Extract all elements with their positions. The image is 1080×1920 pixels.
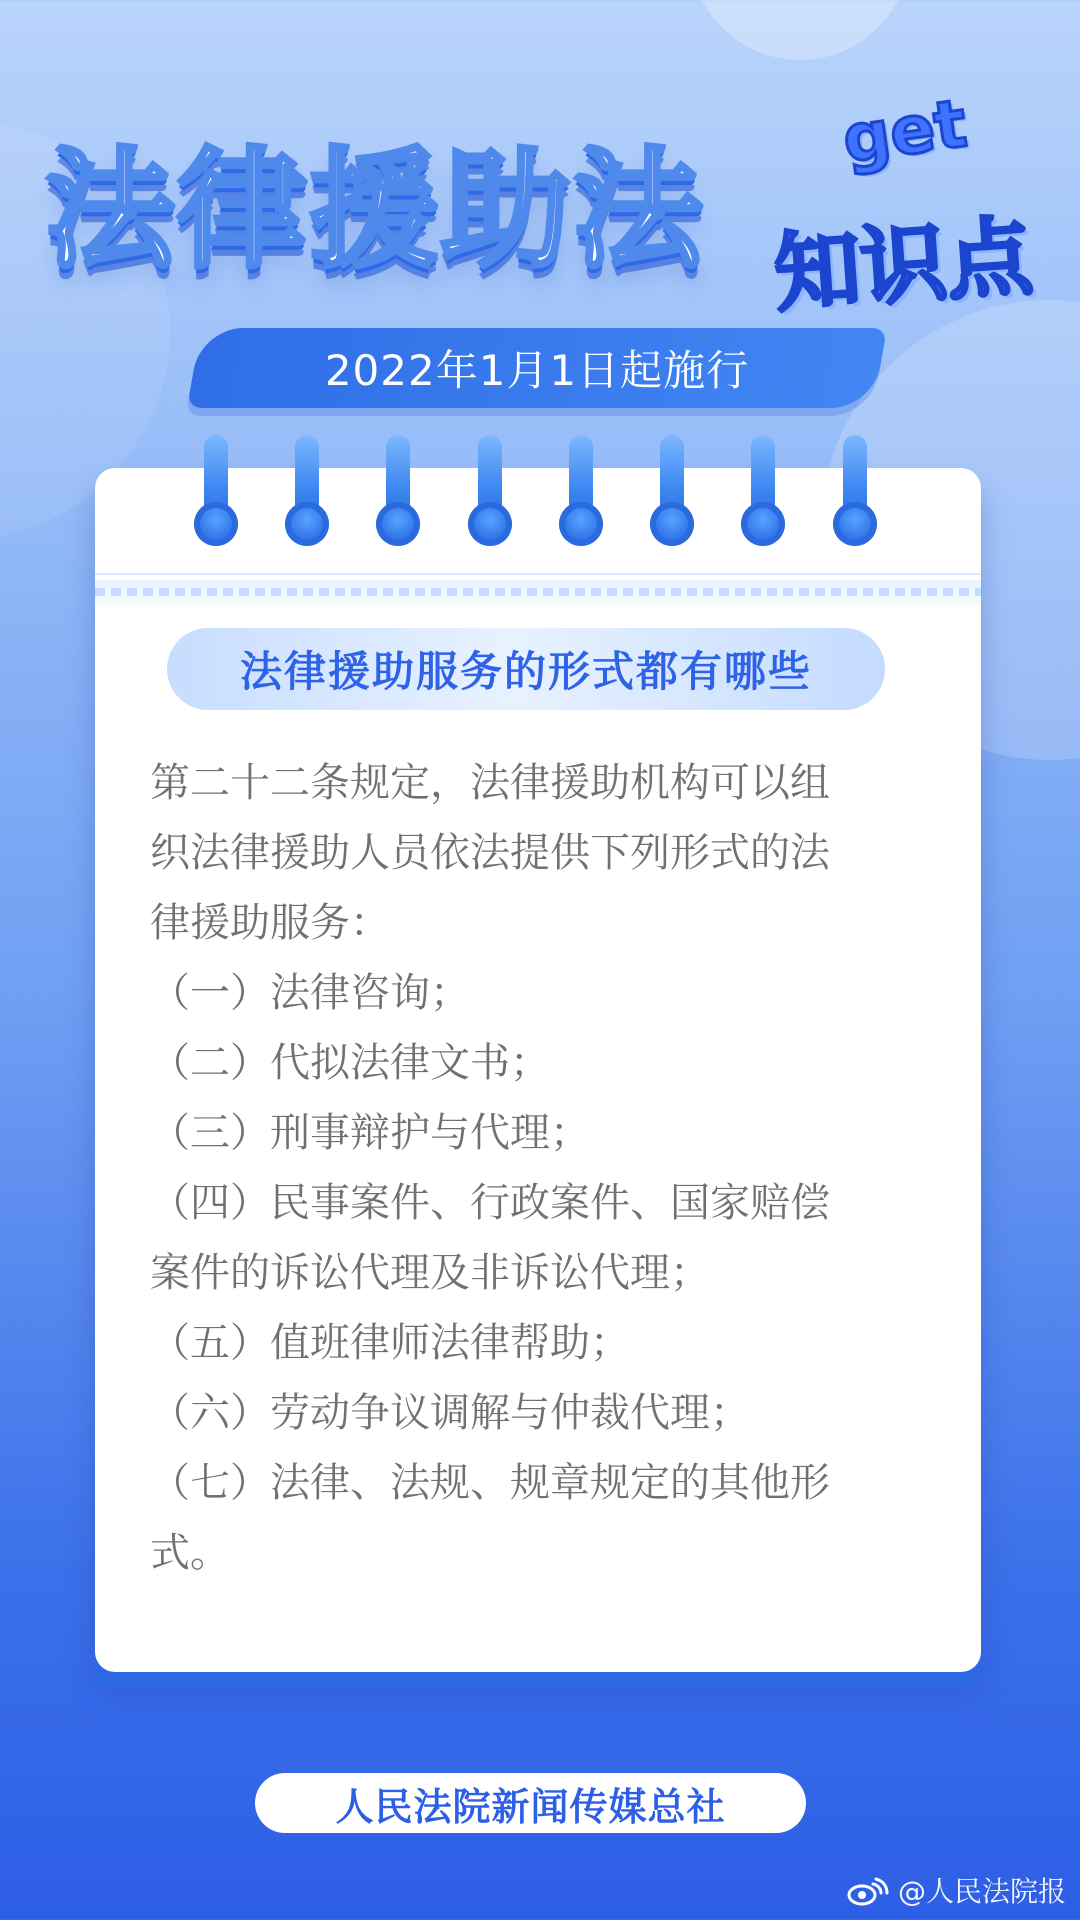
article-item-2: （二）代拟法律文书； xyxy=(150,1040,550,1086)
spiral-hole xyxy=(741,502,785,546)
effective-date: 2022年1月1日起施行 xyxy=(324,346,750,395)
background-orb-top xyxy=(690,0,910,60)
spiral-ring xyxy=(190,435,242,545)
article-item-3: （三）刑事辩护与代理； xyxy=(150,1110,590,1156)
main-title: 法律援助法 xyxy=(45,134,706,286)
spiral-hole xyxy=(833,502,877,546)
watermark xyxy=(844,1876,1066,1908)
article-intro: 第二十二条规定，法律援助机构可以组 织法律援助人员依法提供下列形式的法 律援助服务： xyxy=(150,760,830,946)
spiral-hole xyxy=(285,502,329,546)
article-item-5: （五）值班律师法律帮助； xyxy=(150,1320,630,1366)
spiral-ring xyxy=(829,435,881,545)
get-badge: get xyxy=(838,84,972,179)
publisher-label: 人民法院新闻传媒总社 xyxy=(255,1773,806,1833)
spiral-ring xyxy=(737,435,789,545)
watermark-text: @人民法院报 xyxy=(897,1875,1066,1908)
binding-strip xyxy=(95,580,981,606)
spiral-ring xyxy=(646,435,698,545)
spiral-hole xyxy=(194,502,238,546)
weibo-icon xyxy=(844,1876,890,1908)
spiral-ring xyxy=(555,435,607,545)
article-item-1: （一）法律咨询； xyxy=(150,970,470,1016)
article-item-6: （六）劳动争议调解与仲裁代理； xyxy=(150,1390,750,1436)
spiral-hole xyxy=(376,502,420,546)
spiral-ring xyxy=(281,435,333,545)
spiral-hole xyxy=(468,502,512,546)
spiral-hole xyxy=(650,502,694,546)
article-item-4: （四）民事案件、行政案件、国家赔偿 案件的诉讼代理及非诉讼代理； xyxy=(150,1180,830,1296)
binding-line xyxy=(95,573,981,575)
knowledge-badge: 知识点 xyxy=(771,206,1036,325)
spiral-hole xyxy=(559,502,603,546)
spiral-ring xyxy=(372,435,424,545)
spiral-ring xyxy=(464,435,516,545)
section-title: 法律援助服务的形式都有哪些 xyxy=(239,647,812,696)
article-body xyxy=(150,748,920,1588)
article-item-7: （七）法律、法规、规章规定的其他形 式。 xyxy=(150,1460,830,1576)
